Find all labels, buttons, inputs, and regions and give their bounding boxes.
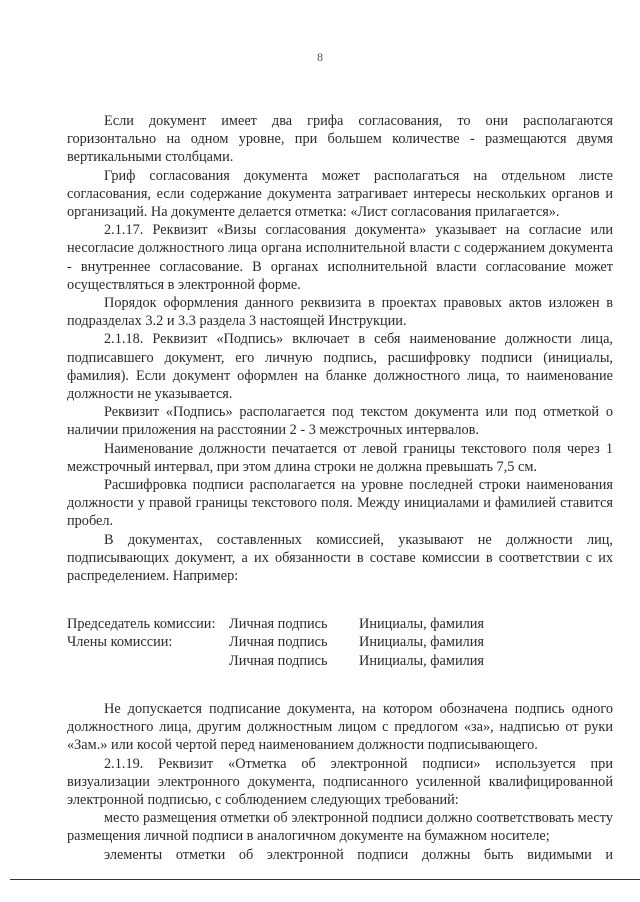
paragraph-signature-placement: Реквизит «Подпись» располагается под текстом документа или под отметкой о наличии приложения на расстоянии 2 - 3 межстрочных интервалов. <box>67 404 613 439</box>
document-body <box>67 112 613 864</box>
signature-example-table <box>67 615 484 670</box>
paragraph-visa-procedure: Порядок оформления данного реквизита в проектах правовых актов изложен в подразделах 3.2 и 3.3 раздела 3 настоящей Инструкции. <box>67 295 613 330</box>
paragraph-two-approval-stamps: Если документ имеет два грифа согласования, то они располагаются горизонтально на одном уровне, при большем количестве - размещаются двумя вертикальными столбцами. <box>67 113 613 166</box>
paragraph-signature-decoding: Расшифровка подписи располагается на уровне последней строки наименования должности у правой границы текстового поля. Между инициалами и фамилией ставится пробел. <box>67 477 613 530</box>
signature-row <box>67 652 484 670</box>
page-number: 8 <box>317 50 323 64</box>
paragraph-2-1-18-signature: 2.1.18. Реквизит «Подпись» включает в себя наименование должности лица, подписавшего документ, его личную подпись, расшифровку подписи (инициалы, фамилия). Если документ оформлен на бланке должностного лица, то наименование должности не указывается. <box>67 331 613 403</box>
paragraph-2-1-19-electronic-signature: 2.1.19. Реквизит «Отметка об электронной подписи» используется при визуализации электронного документа, подписанного усиленной квалифицированной электронной подписью, с соблюдением следующих требований: <box>67 755 613 808</box>
page-bottom-rule <box>10 879 640 880</box>
paragraph-mark-visibility: элементы отметки об электронной подписи должны быть видимыми и <box>104 846 613 863</box>
signature-personal: Личная подпись <box>229 634 328 651</box>
signature-personal: Личная подпись <box>229 652 328 669</box>
signature-role <box>67 652 229 670</box>
signature-role: Члены комиссии: <box>67 634 173 651</box>
paragraph-commission-documents: В документах, составленных комиссией, указывают не должности лиц, подписывающих документ, а их обязанности в составе комиссии в соответствии с их распределением. Например: <box>67 531 613 585</box>
signature-name: Инициалы, фамилия <box>359 652 484 669</box>
signature-row <box>67 633 484 651</box>
signature-personal: Личная подпись <box>229 616 328 633</box>
paragraph-mark-location: место размещения отметки об электронной подписи должно соответствовать месту размещения личной подписи в аналогичном документе на бумажном носителе; <box>67 810 613 845</box>
paragraph-position-title: Наименование должности печатается от левой границы текстового поля через 1 межстрочный интервал, при этом длина строки не должна превышать 7,5 см. <box>67 440 613 475</box>
paragraph-signing-prohibition: Не допускается подписание документа, на котором обозначена подпись одного должностного лица, другим должностным лицом с предлогом «за», надписью от руки «Зам.» или косой чертой перед наименованием должности подписывающего. <box>67 700 613 754</box>
paragraph-2-1-17-visas: 2.1.17. Реквизит «Визы согласования документа» указывает на согласие или несогласие должностного лица органа исполнительной власти с содержанием документа - внутреннее согласование. В органах исполнительной власти согласование может осуществляться в электронной форме. <box>67 222 613 293</box>
signature-name: Инициалы, фамилия <box>359 616 484 633</box>
paragraph-approval-sheet: Гриф согласования документа может располагаться на отдельном листе согласования, если содержание документа затрагивает интересы нескольких органов и организаций. На документе делается отметка: «Лист согласования прилагается». <box>67 167 613 221</box>
signature-role: Председатель комиссии: <box>67 616 216 633</box>
signature-row <box>67 615 484 633</box>
signature-name: Инициалы, фамилия <box>359 634 484 651</box>
